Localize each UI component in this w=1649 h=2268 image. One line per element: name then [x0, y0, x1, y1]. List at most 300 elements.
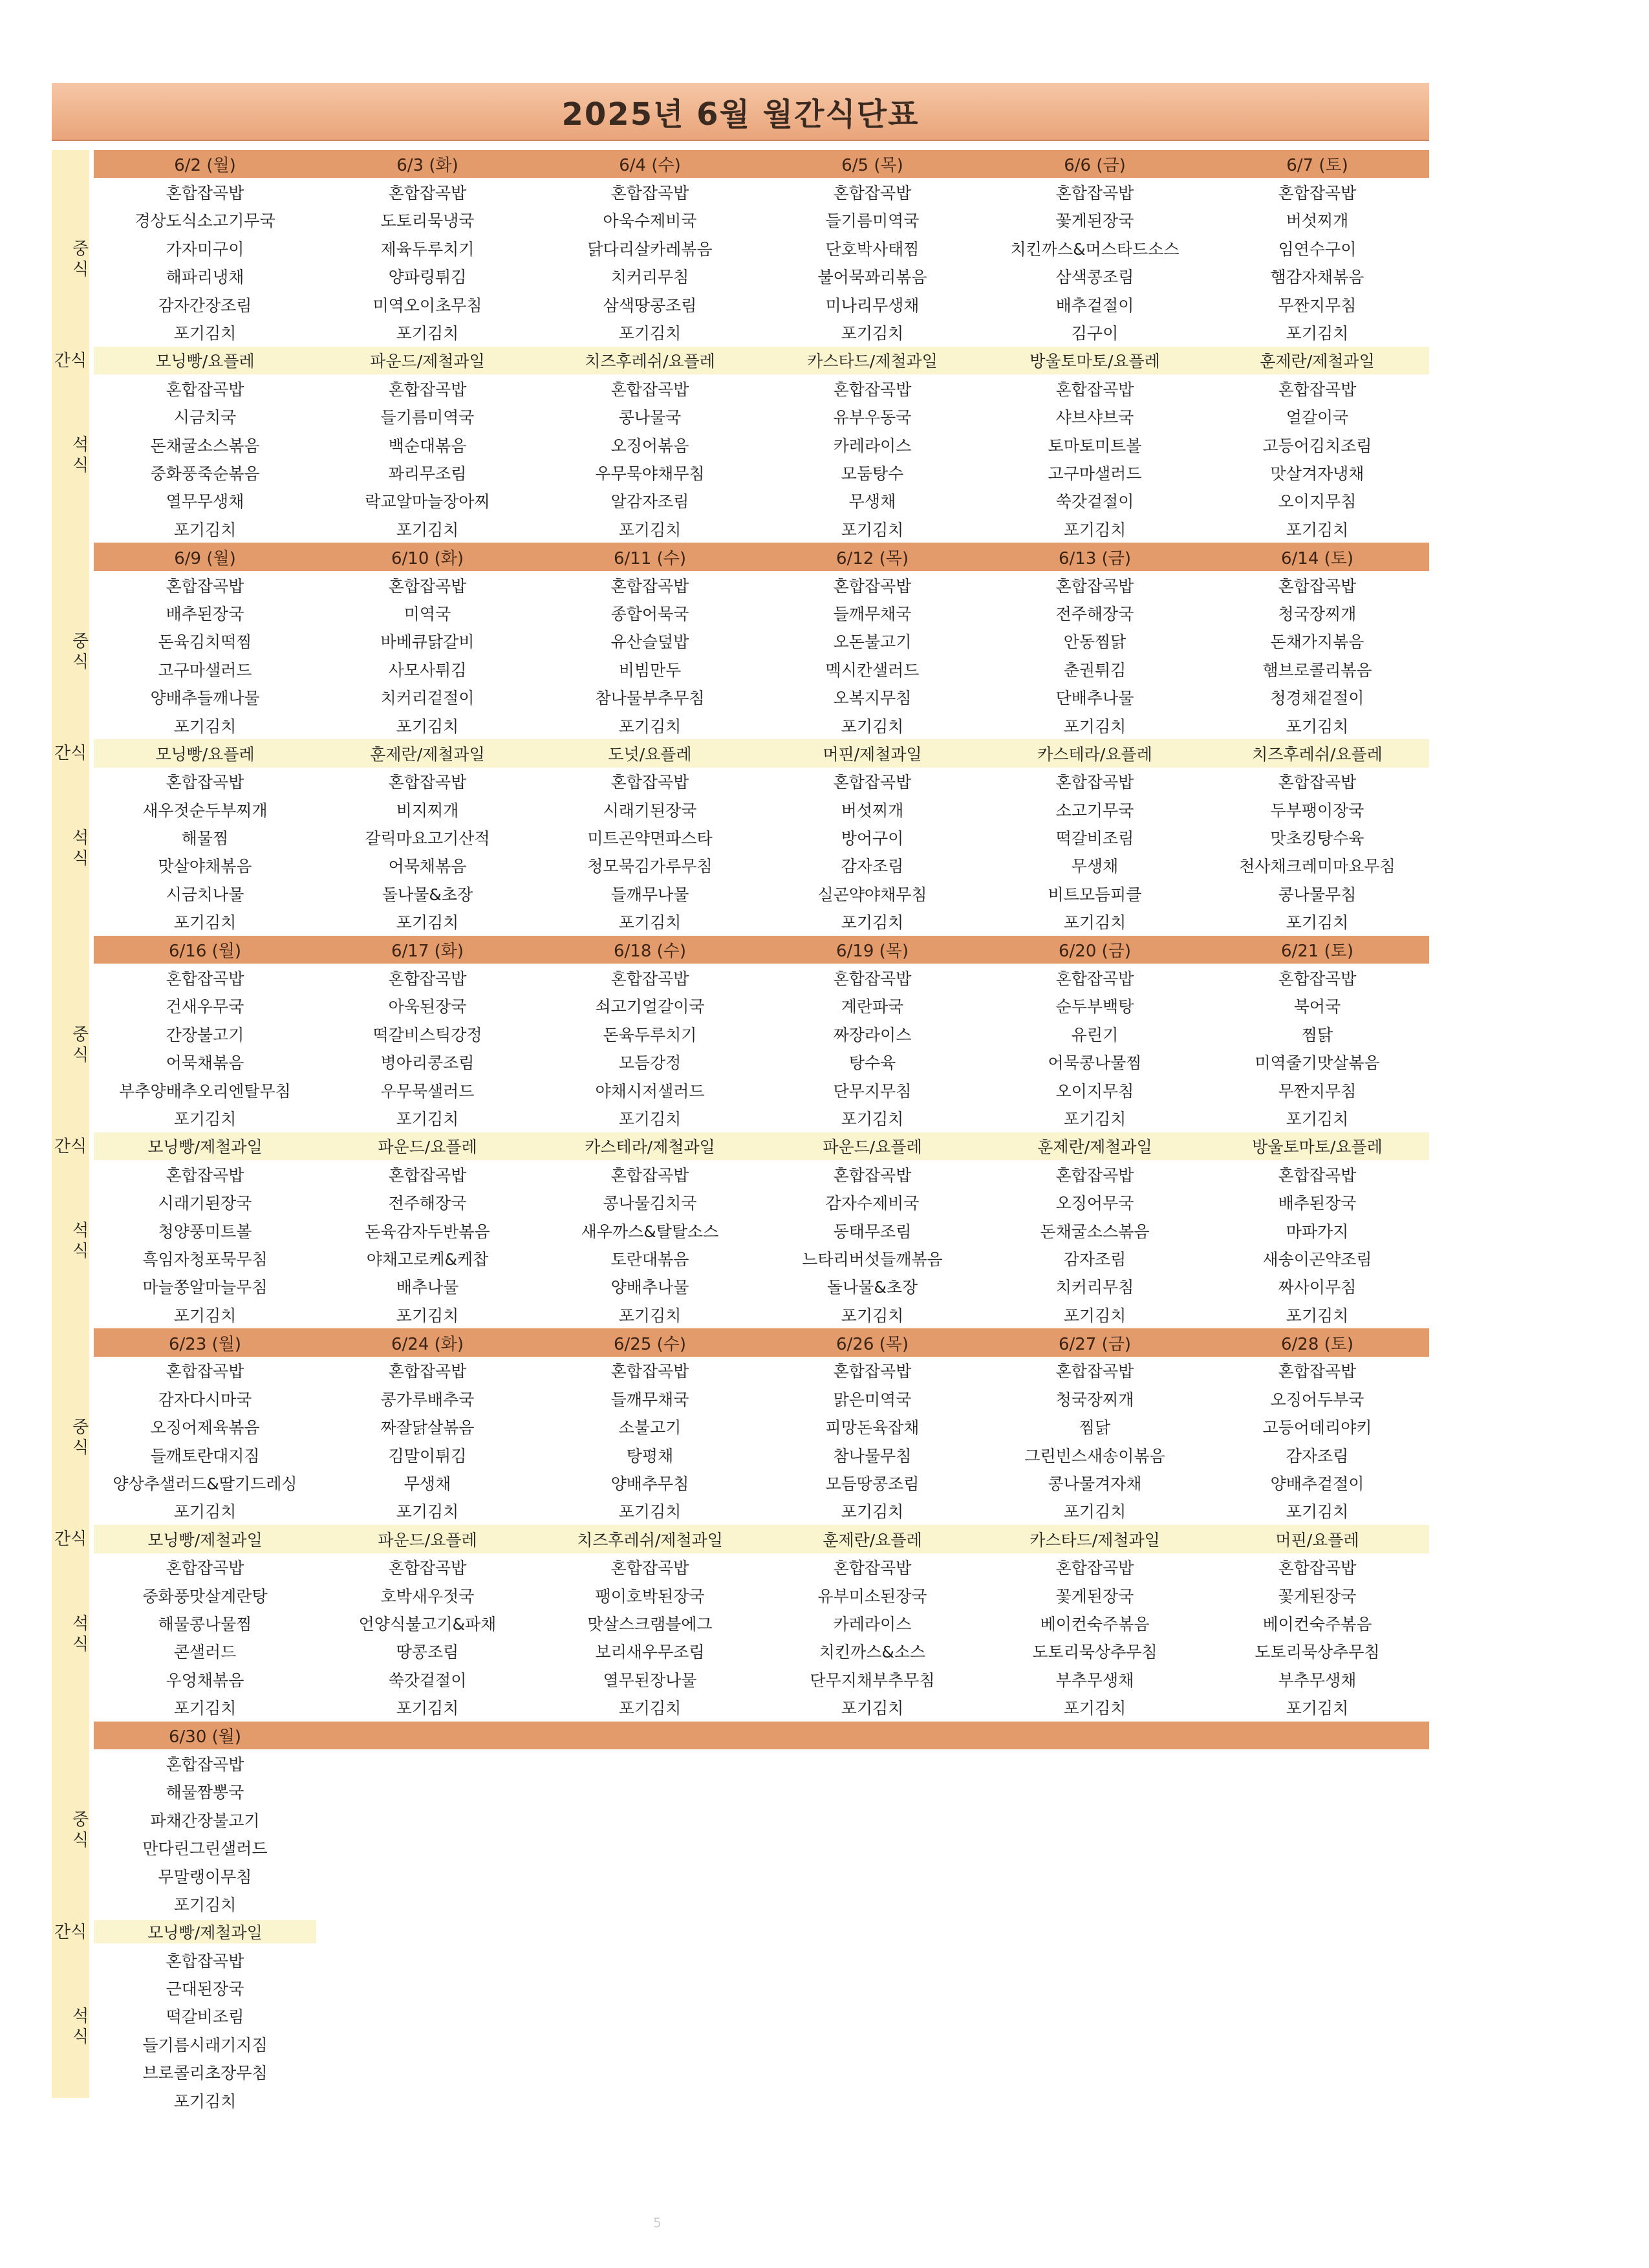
lunch-row-cell: 포기김치	[1286, 324, 1349, 343]
dinner-row-cell: 돈채굴소스볶음	[150, 436, 260, 455]
snack-row-cell: 파운드/요플레	[378, 1138, 477, 1157]
dinner-row	[94, 431, 1429, 459]
dinner-row-cell: 콩나물무침	[1278, 885, 1357, 904]
dinner-row-cell: 호박새우젓국	[380, 1586, 475, 1606]
lunch-row	[94, 571, 1429, 599]
lunch-row-cell: 삼색땅콩조림	[603, 296, 697, 315]
dinner-row-cell: 카레라이스	[833, 436, 912, 455]
lunch-row-cell: 맑은미역국	[833, 1390, 912, 1409]
dinner-label: 석식	[69, 828, 89, 870]
lunch-row-cell: 건새우무국	[166, 997, 244, 1017]
date-header-row-cell: 6/3 (화)	[396, 156, 458, 176]
lunch-row	[94, 318, 1429, 346]
dinner-row-cell: 혼합잡곡밥	[833, 1165, 912, 1185]
dinner-row	[94, 823, 1429, 851]
dinner-row-cell: 근대된장국	[166, 1980, 244, 1999]
dinner-row-cell: 혼합잡곡밥	[1278, 380, 1357, 399]
dinner-row-cell: 들기름시래기지짐	[142, 2035, 268, 2055]
lunch-row	[94, 599, 1429, 627]
snack-row-cell: 훈제란/제철과일	[370, 744, 485, 764]
lunch-row-cell: 고구마샐러드	[158, 660, 252, 680]
lunch-row	[94, 1497, 1429, 1525]
dinner-row-cell: 포기김치	[1063, 913, 1126, 933]
lunch-row-cell: 돈육두루치기	[603, 1025, 697, 1044]
lunch-row-cell: 포기김치	[396, 324, 459, 343]
lunch-row-cell: 아욱수제비국	[603, 211, 697, 231]
dinner-row-cell: 땅콩조림	[396, 1643, 459, 1662]
lunch-row-cell: 혼합잡곡밥	[610, 184, 689, 203]
dinner-row-cell: 치커리무침	[1055, 1278, 1134, 1297]
dinner-row-cell: 혼합잡곡밥	[1055, 380, 1134, 399]
lunch-row-cell: 도토리묵냉국	[380, 211, 475, 231]
dinner-row	[94, 768, 1429, 795]
lunch-row	[94, 1441, 1429, 1469]
lunch-row-cell: 포기김치	[173, 717, 237, 736]
dinner-row-cell: 오징어볶음	[610, 436, 689, 455]
dinner-row	[94, 908, 1429, 936]
dinner-row-cell: 버섯찌개	[841, 801, 904, 820]
lunch-block	[69, 1357, 1429, 1525]
lunch-row	[94, 964, 1429, 991]
date-header-row-cell: 6/9 (월)	[174, 548, 236, 568]
lunch-row-cell: 포기김치	[1286, 1109, 1349, 1129]
lunch-row	[94, 178, 1429, 206]
dinner-row-cell: 맛살스크램블에그	[587, 1615, 713, 1634]
dinner-row-cell: 미트곤약면파스타	[587, 829, 713, 848]
lunch-row-cell: 오징어두부국	[1270, 1390, 1364, 1409]
dinner-row-cell: 도토리묵상추무침	[1255, 1643, 1380, 1662]
lunch-row-cell: 돈채가지볶음	[1270, 632, 1364, 652]
dinner-row	[94, 1637, 1429, 1665]
lunch-row	[94, 627, 1429, 655]
lunch-row-cell: 포기김치	[396, 1109, 459, 1129]
lunch-row-cell: 떡갈비스틱강정	[372, 1025, 482, 1044]
lunch-row-cell: 포기김치	[173, 1895, 237, 1914]
lunch-row-cell: 오이지무침	[1055, 1081, 1134, 1101]
lunch-row-cell: 포기김치	[841, 324, 904, 343]
dinner-row-cell: 토마토미트볼	[1048, 436, 1142, 455]
lunch-row	[94, 992, 1429, 1020]
snack-row-cell: 방울토마토/요플레	[1029, 352, 1160, 371]
lunch-row-cell: 혼합잡곡밥	[1278, 1362, 1357, 1381]
lunch-row-cell: 탕평채	[626, 1446, 674, 1465]
dinner-row-cell: 비지찌개	[396, 801, 459, 820]
dinner-row	[94, 1244, 1429, 1272]
snack-row	[94, 739, 1429, 767]
lunch-row-cell: 미역줄기맛살볶음	[1255, 1053, 1380, 1073]
date-header-row-cell: 6/25 (수)	[613, 1334, 687, 1354]
dinner-row	[94, 459, 1429, 486]
lunch-row-cell: 무생채	[404, 1474, 451, 1494]
dinner-row-cell: 혼합잡곡밥	[833, 1559, 912, 1578]
dinner-row-cell: 카레라이스	[833, 1615, 912, 1634]
dinner-row-cell: 브로콜리초장무침	[142, 2064, 268, 2083]
snack-block	[54, 1132, 1429, 1160]
dinner-row-cell: 혼합잡곡밥	[1055, 1559, 1134, 1578]
lunch-row-cell: 오돈불고기	[833, 632, 912, 652]
lunch-row-cell: 어묵콩나물찜	[1048, 1053, 1142, 1073]
dinner-row-cell: 돌나물&초장	[826, 1278, 918, 1297]
dinner-row-cell: 팽이호박된장국	[595, 1586, 705, 1606]
dinner-row-cell: 돈육감자두반볶음	[365, 1222, 490, 1241]
lunch-label: 중식	[69, 1024, 89, 1066]
dinner-row-cell: 배추된장국	[1278, 1194, 1357, 1213]
dinner-row-cell: 해물콩나물찜	[158, 1615, 252, 1634]
dinner-row-cell: 돌나물&초장	[382, 885, 473, 904]
lunch-row-cell: 닭다리살카레볶음	[587, 239, 713, 259]
dinner-row-cell: 전주해장국	[388, 1194, 467, 1213]
dinner-row-cell: 혼합잡곡밥	[388, 1559, 467, 1578]
lunch-row	[94, 683, 1429, 711]
dinner-row-cell: 두부팽이장국	[1270, 801, 1364, 820]
lunch-row-cell: 혼합잡곡밥	[166, 1755, 244, 1774]
dinner-row-cell: 포기김치	[618, 1306, 682, 1325]
lunch-row-cell: 탕수육	[848, 1053, 896, 1073]
lunch-row-cell: 포기김치	[1063, 1109, 1126, 1129]
dinner-row	[94, 2058, 1429, 2086]
menu-title-bar	[52, 83, 1429, 141]
snack-row-cell: 머핀/요플레	[1275, 1530, 1359, 1550]
lunch-block	[69, 964, 1429, 1132]
dinner-row	[94, 403, 1429, 431]
snack-row-cell: 파운드/요플레	[823, 1138, 922, 1157]
dinner-row-cell: 혼합잡곡밥	[1055, 1165, 1134, 1185]
lunch-row-cell: 쇠고기얼갈이국	[595, 997, 705, 1017]
snack-label: 간식	[54, 744, 87, 764]
dinner-row-cell: 부추무생채	[1055, 1670, 1134, 1690]
dinner-row	[94, 1273, 1429, 1301]
snack-row-cell: 모닝빵/요플레	[155, 744, 255, 764]
dinner-row	[94, 1301, 1429, 1328]
dinner-row	[94, 1946, 1429, 1974]
dinner-row-cell: 천사채크레미마요무침	[1239, 857, 1396, 876]
dinner-row-cell: 중화풍맛살계란탕	[142, 1586, 268, 1606]
dinner-row	[94, 1188, 1429, 1216]
lunch-row-cell: 배추겉절이	[1055, 296, 1134, 315]
dinner-row-cell: 꽈리무조림	[388, 464, 467, 483]
lunch-row-cell: 삼색콩조림	[1055, 268, 1134, 287]
lunch-row-cell: 단무지무침	[833, 1081, 912, 1101]
dinner-row-cell: 새송이곤약조림	[1262, 1249, 1372, 1269]
lunch-row-cell: 피망돈육잡채	[825, 1418, 920, 1438]
dinner-row-cell: 혼합잡곡밥	[166, 773, 244, 792]
dinner-row-cell: 마늘쫑알마늘무침	[142, 1278, 268, 1297]
snack-label: 간식	[54, 1136, 87, 1156]
dinner-row-cell: 포기김치	[1286, 1699, 1349, 1718]
dinner-row	[94, 2002, 1429, 2030]
date-header-row-cell: 6/4 (수)	[619, 156, 681, 176]
snack-block	[54, 347, 1429, 374]
dinner-row-cell: 포기김치	[1063, 520, 1126, 539]
lunch-row-cell: 치커리겉절이	[380, 689, 475, 708]
snack-row-cell: 훈제란/제철과일	[1037, 1138, 1152, 1157]
lunch-row-cell: 짜잘닭살볶음	[380, 1418, 475, 1438]
dinner-row-cell: 우무묵야채무침	[595, 464, 705, 483]
lunch-row-cell: 혼합잡곡밥	[1278, 969, 1357, 989]
dinner-row-cell: 맛초킹탕수육	[1270, 829, 1364, 848]
lunch-row-cell: 혼합잡곡밥	[833, 1362, 912, 1381]
lunch-row-cell: 만다린그린샐러드	[142, 1839, 268, 1859]
lunch-row-cell: 양상추샐러드&딸기드레싱	[113, 1474, 297, 1494]
snack-block	[54, 1918, 1429, 1946]
lunch-row-cell: 경상도식소고기무국	[135, 211, 275, 231]
dinner-row-cell: 혼합잡곡밥	[610, 1559, 689, 1578]
lunch-row-cell: 비빔만두	[618, 660, 682, 680]
lunch-row-cell: 순두부백탕	[1055, 997, 1134, 1017]
lunch-row-cell: 들깨무채국	[833, 604, 912, 623]
dinner-row-cell: 감자조림	[1063, 1249, 1126, 1269]
dinner-row-cell: 청양풍미트볼	[158, 1222, 252, 1241]
dinner-row-cell: 포기김치	[173, 520, 237, 539]
dinner-row-cell: 실곤약야채무침	[817, 885, 927, 904]
lunch-row-cell: 포기김치	[618, 1502, 682, 1522]
dinner-row-cell: 청모묵김가루무침	[587, 857, 713, 876]
dinner-row-cell: 혼합잡곡밥	[166, 1165, 244, 1185]
lunch-row-cell: 혼합잡곡밥	[833, 576, 912, 596]
lunch-row-cell: 포기김치	[618, 324, 682, 343]
lunch-row-cell: 해물짬뽕국	[166, 1783, 244, 1802]
lunch-block	[69, 571, 1429, 739]
snack-block	[54, 1525, 1429, 1553]
lunch-row-cell: 찜닭	[1301, 1025, 1333, 1044]
lunch-row-cell: 감자조림	[1286, 1446, 1349, 1465]
lunch-row-cell: 혼합잡곡밥	[1278, 576, 1357, 596]
dinner-block	[69, 374, 1429, 543]
lunch-row-cell: 모듬강정	[618, 1053, 682, 1073]
lunch-label: 중식	[69, 1810, 89, 1852]
snack-row	[94, 347, 1429, 374]
dinner-row-cell: 들기름미역국	[380, 408, 475, 427]
lunch-row-cell: 유린기	[1071, 1025, 1119, 1044]
dinner-row-cell: 포기김치	[1063, 1699, 1126, 1718]
dinner-row-cell: 오이지무침	[1278, 492, 1357, 512]
dinner-row-cell: 콩나물김치국	[603, 1194, 697, 1213]
lunch-row-cell: 참나물무침	[833, 1446, 912, 1465]
lunch-row-cell: 꽃게된장국	[1055, 211, 1134, 231]
dinner-row-cell: 새우까스&탈탈소스	[581, 1222, 719, 1241]
lunch-row-cell: 병아리콩조림	[380, 1053, 475, 1073]
dinner-row-cell: 포기김치	[618, 913, 682, 933]
lunch-row-cell: 포기김치	[396, 717, 459, 736]
lunch-row-cell: 파채간장불고기	[150, 1811, 260, 1830]
snack-row-cell: 모닝빵/제철과일	[147, 1530, 263, 1550]
date-header-row	[94, 1328, 1429, 1356]
dinner-row	[94, 795, 1429, 823]
lunch-row-cell: 들깨무채국	[610, 1390, 689, 1409]
dinner-row	[94, 2030, 1429, 2058]
lunch-row-cell: 가자미구이	[166, 239, 244, 259]
menu-table	[54, 150, 1429, 2114]
dinner-row-cell: 포기김치	[396, 1306, 459, 1325]
dinner-row-cell: 맛살야채볶음	[158, 857, 252, 876]
dinner-row-cell: 혼합잡곡밥	[388, 773, 467, 792]
lunch-row-cell: 바베큐닭갈비	[380, 632, 475, 652]
dinner-row-cell: 베이컨숙주볶음	[1262, 1615, 1372, 1634]
lunch-row	[94, 1048, 1429, 1076]
date-header-row-cell: 6/17 (화)	[391, 942, 464, 962]
dinner-row-cell: 열무무생채	[166, 492, 244, 512]
snack-row-cell: 치즈후레쉬/제철과일	[577, 1530, 723, 1550]
dinner-row-cell: 고구마샐러드	[1048, 464, 1142, 483]
dinner-row-cell: 치킨까스&소스	[819, 1643, 926, 1662]
date-header-row	[94, 1722, 1429, 1749]
snack-label: 간식	[54, 1922, 87, 1942]
lunch-row-cell: 우무묵샐러드	[380, 1081, 475, 1101]
dinner-row-cell: 유부미소된장국	[817, 1586, 927, 1606]
lunch-row-cell: 콩나물겨자채	[1048, 1474, 1142, 1494]
lunch-row-cell: 포기김치	[173, 324, 237, 343]
lunch-row	[94, 234, 1429, 262]
date-header-row-cell: 6/28 (토)	[1280, 1334, 1354, 1354]
dinner-row-cell: 배추나물	[396, 1278, 459, 1297]
dinner-row-cell: 마파가지	[1286, 1222, 1349, 1241]
lunch-row-cell: 간장불고기	[166, 1025, 244, 1044]
dinner-row-cell: 열무된장나물	[603, 1670, 697, 1690]
dinner-row-cell: 야채고로케&케찹	[366, 1249, 489, 1269]
dinner-row-cell: 소고기무국	[1055, 801, 1134, 820]
lunch-row-cell: 포기김치	[173, 1109, 237, 1129]
dinner-row-cell: 짜사이무침	[1278, 1278, 1357, 1297]
dinner-row-cell: 맛살겨자냉채	[1270, 464, 1364, 483]
lunch-row-cell: 김말이튀김	[388, 1446, 467, 1465]
lunch-row-cell: 불어묵꽈리볶음	[817, 268, 927, 287]
dinner-block	[69, 1160, 1429, 1328]
lunch-row	[94, 1357, 1429, 1385]
dinner-row-cell: 꽃게된장국	[1278, 1586, 1357, 1606]
snack-row-cell: 카스테라/제철과일	[585, 1138, 715, 1157]
date-header-row-cell: 6/7 (토)	[1286, 156, 1348, 176]
lunch-row-cell: 무짠지무침	[1278, 296, 1357, 315]
lunch-row-cell: 포기김치	[841, 1502, 904, 1522]
dinner-row-cell: 포기김치	[173, 913, 237, 933]
lunch-row-cell: 양배추겉절이	[1270, 1474, 1364, 1494]
lunch-row-cell: 포기김치	[1063, 1502, 1126, 1522]
lunch-row-cell: 포기김치	[618, 1109, 682, 1129]
date-header-row-cell: 6/6 (금)	[1064, 156, 1126, 176]
lunch-row-cell: 종합어묵국	[610, 604, 689, 623]
dinner-label: 석식	[69, 435, 89, 477]
lunch-row	[94, 1104, 1429, 1132]
snack-row-cell: 모닝빵/제철과일	[94, 1920, 316, 1943]
dinner-row	[94, 1160, 1429, 1188]
dinner-row-cell: 백순대볶음	[388, 436, 467, 455]
dinner-row-cell: 혼합잡곡밥	[166, 1951, 244, 1971]
lunch-row-cell: 찜닭	[1079, 1418, 1111, 1438]
dinner-row-cell: 동태무조림	[833, 1222, 912, 1241]
dinner-row	[94, 1665, 1429, 1693]
dinner-block	[69, 1946, 1429, 2114]
lunch-row-cell: 혼합잡곡밥	[388, 576, 467, 596]
date-header-row	[94, 543, 1429, 570]
lunch-row-cell: 오복지무침	[833, 689, 912, 708]
snack-row-cell: 훈제란/제철과일	[1260, 352, 1375, 371]
lunch-row	[94, 1413, 1429, 1441]
dinner-row-cell: 떡갈비조림	[166, 2007, 244, 2027]
dinner-row-cell: 혼합잡곡밥	[1278, 1559, 1357, 1578]
dinner-row-cell: 포기김치	[618, 520, 682, 539]
date-header-row-cell: 6/18 (수)	[613, 942, 687, 962]
dinner-row-cell: 혼합잡곡밥	[1278, 1165, 1357, 1185]
dinner-row-cell: 포기김치	[396, 913, 459, 933]
lunch-row-cell: 감자다시마국	[158, 1390, 252, 1409]
snack-row-cell: 머핀/제철과일	[823, 744, 922, 764]
lunch-row-cell: 단배추나물	[1055, 689, 1134, 708]
date-header-row-cell: 6/16 (월)	[168, 942, 242, 962]
snack-row-cell: 도넛/요플레	[608, 744, 692, 764]
lunch-row-cell: 무짠지무침	[1278, 1081, 1357, 1101]
lunch-row-cell: 혼합잡곡밥	[388, 969, 467, 989]
lunch-row-cell: 참나물부추무침	[595, 689, 705, 708]
dinner-row-cell: 포기김치	[1063, 1306, 1126, 1325]
dinner-row-cell: 고등어김치조림	[1262, 436, 1372, 455]
snack-label: 간식	[54, 1529, 87, 1550]
lunch-label: 중식	[69, 632, 89, 674]
lunch-row-cell: 춘권튀김	[1063, 660, 1126, 680]
dinner-row-cell: 혼합잡곡밥	[166, 380, 244, 399]
dinner-row-cell: 오징어무국	[1055, 1194, 1134, 1213]
lunch-row-cell: 포기김치	[618, 717, 682, 736]
date-header-row-cell: 6/14 (토)	[1280, 548, 1354, 568]
dinner-row	[94, 1693, 1429, 1721]
lunch-row-cell: 포기김치	[1063, 717, 1126, 736]
lunch-row-cell: 양배추무침	[610, 1474, 689, 1494]
lunch-row	[94, 1469, 1429, 1496]
lunch-row-cell: 햄브로콜리볶음	[1262, 660, 1372, 680]
lunch-row-cell: 무말랭이무침	[158, 1867, 252, 1886]
snack-row	[94, 1132, 1429, 1160]
dinner-row-cell: 떡갈비조림	[1055, 829, 1134, 848]
dinner-row	[94, 1216, 1429, 1244]
lunch-row	[94, 206, 1429, 234]
lunch-row-cell: 계란파국	[841, 997, 904, 1017]
dinner-row-cell: 감자조림	[841, 857, 904, 876]
dinner-row-cell: 어묵채볶음	[388, 857, 467, 876]
dinner-row-cell: 양배추나물	[610, 1278, 689, 1297]
lunch-row-cell: 혼합잡곡밥	[166, 969, 244, 989]
dinner-row-cell: 베이컨숙주볶음	[1040, 1615, 1150, 1634]
date-header-row-cell: 6/27 (금)	[1058, 1334, 1132, 1354]
dinner-row-cell: 흑임자청포묵무침	[142, 1249, 268, 1269]
lunch-row-cell: 혼합잡곡밥	[610, 969, 689, 989]
dinner-row-cell: 혼합잡곡밥	[388, 1165, 467, 1185]
lunch-row-cell: 임연수구이	[1278, 239, 1357, 259]
week-block	[54, 1722, 1429, 2114]
lunch-block	[69, 178, 1429, 346]
lunch-row	[94, 1749, 1429, 1777]
lunch-row-cell: 사모사튀김	[388, 660, 467, 680]
snack-row-cell: 치즈후레쉬/요플레	[585, 352, 715, 371]
dinner-row-cell: 포기김치	[1286, 913, 1349, 933]
lunch-row-cell: 포기김치	[396, 1502, 459, 1522]
dinner-row	[94, 487, 1429, 515]
dinner-row	[94, 1581, 1429, 1609]
lunch-row-cell: 혼합잡곡밥	[833, 969, 912, 989]
dinner-row-cell: 포기김치	[173, 1699, 237, 1718]
lunch-row-cell: 양파링튀김	[388, 268, 467, 287]
dinner-row-cell: 중화풍죽순볶음	[150, 464, 260, 483]
dinner-block	[69, 1553, 1429, 1722]
dinner-row-cell: 모둠탕수	[841, 464, 904, 483]
dinner-row-cell: 포기김치	[173, 1306, 237, 1325]
lunch-label: 중식	[69, 1417, 89, 1459]
dinner-row-cell: 샤브샤브국	[1055, 408, 1134, 427]
lunch-row-cell: 혼합잡곡밥	[166, 1362, 244, 1381]
dinner-row-cell: 새우젓순두부찌개	[142, 801, 268, 820]
lunch-row-cell: 돈육김치떡찜	[158, 632, 252, 652]
dinner-row-cell: 무생채	[1071, 857, 1119, 876]
snack-row-cell: 모닝빵/제철과일	[147, 1138, 263, 1157]
date-header-row	[94, 150, 1429, 178]
